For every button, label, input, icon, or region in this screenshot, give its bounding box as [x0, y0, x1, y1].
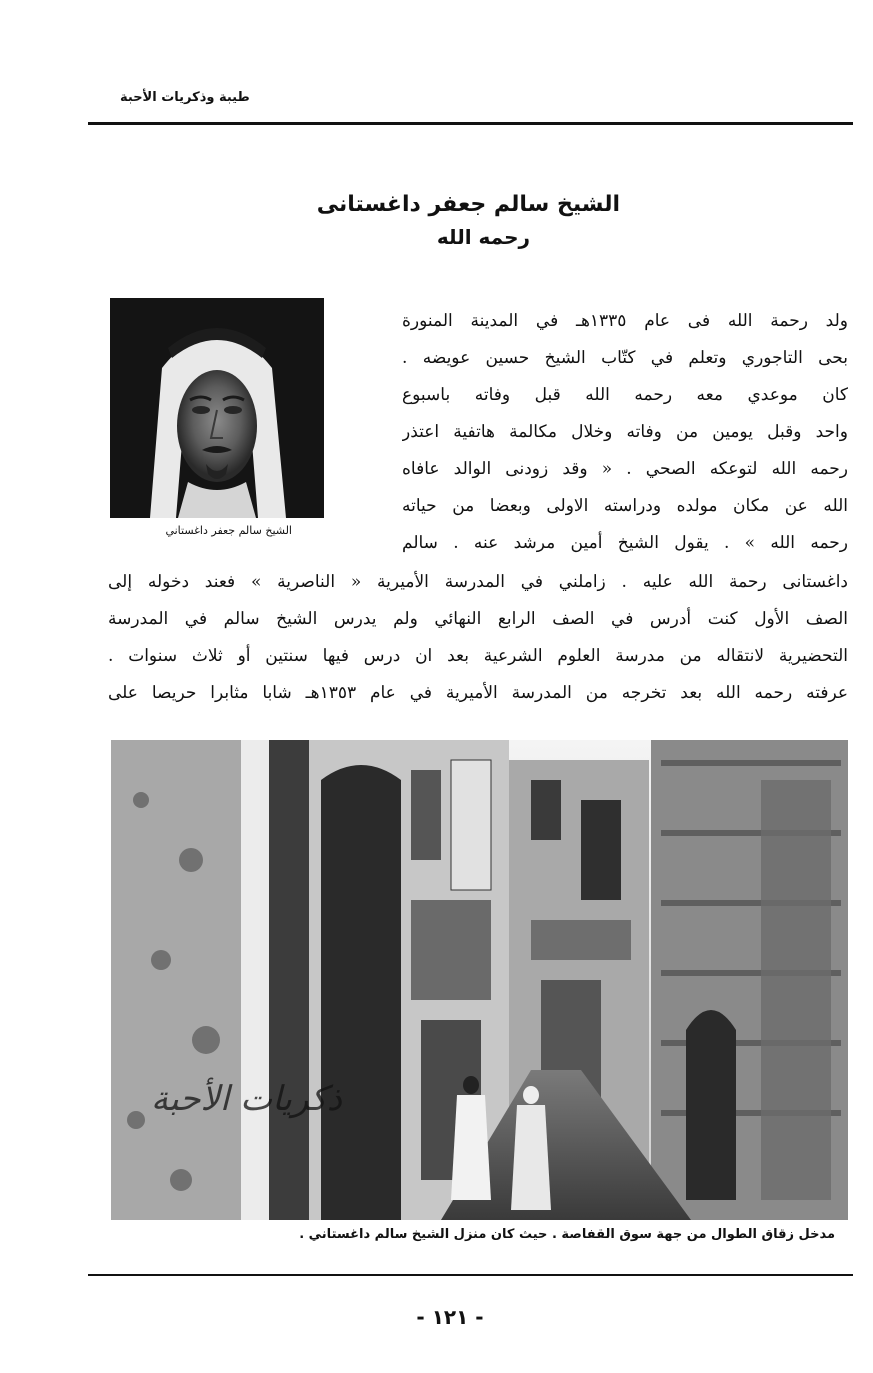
- body-line: رحمه الله لتوعكه الصحي . « وقد زودنى الوالد عافاه: [402, 459, 848, 479]
- body-line: بحى التاجوري وتعلم في كتّاب الشيخ حسين عويضه .: [402, 348, 848, 368]
- photo-watermark: ذكريات الأحبة: [151, 1079, 343, 1119]
- body-line: الله عن مكان مولده ودراسته الاولى وبعضا من حياته: [402, 496, 848, 516]
- article-title-block: [300, 188, 620, 252]
- body-line: واحد وقبل يومين من وفاته وخلال مكالمة هاتفية اعتذر: [402, 422, 848, 442]
- body-text-narrow: [402, 303, 848, 562]
- portrait-caption: الشيخ سالم جعفر داغستاني: [165, 524, 292, 537]
- portrait-photo: [110, 298, 324, 518]
- body-text-wide: [108, 564, 848, 712]
- street-photo: [111, 740, 848, 1220]
- header-divider: [88, 122, 853, 125]
- street-photo-image: [111, 740, 848, 1220]
- portrait-image: [110, 298, 324, 518]
- footer-divider: [88, 1274, 853, 1276]
- page-number: - ١٢١ -: [416, 1305, 484, 1329]
- article-title: الشيخ سالم جعفر داغستانى: [316, 192, 620, 217]
- body-line: ولد رحمة الله فى عام ١٣٣٥هـ في المدينة المنورة: [402, 311, 848, 331]
- body-line: كان موعدي معه رحمه الله قبل وفاته باسبوع: [402, 385, 848, 405]
- body-line: الصف الأول كنت أدرس في الصف الرابع النهائي ولم يدرس الشيخ سالم في المدرسة: [108, 609, 848, 629]
- body-line: داغستانى رحمة الله عليه . زاملني في المدرسة الأميرية « الناصرية » فعند دخوله إلى: [108, 572, 848, 592]
- body-line: رحمه الله » . يقول الشيخ أمين مرشد عنه . سالم: [402, 533, 848, 553]
- street-photo-caption: مدخل زقاق الطوال من جهة سوق القفاصة . حيث كان منزل الشيخ سالم داغستاني .: [299, 1227, 835, 1242]
- body-line: التحضيرية لانتقاله من مدرسة العلوم الشرعية بعد ان درس فيها سنتين أو ثلاث سنوات .: [108, 646, 848, 666]
- body-line: عرفته رحمه الله بعد تخرجه من المدرسة الأميرية في عام ١٣٥٣هـ شابا مثابرا حريصا على: [108, 683, 848, 703]
- article-subtitle: رحمه الله: [436, 225, 530, 249]
- running-header-title: طيبة وذكريات الأحبة: [120, 90, 250, 105]
